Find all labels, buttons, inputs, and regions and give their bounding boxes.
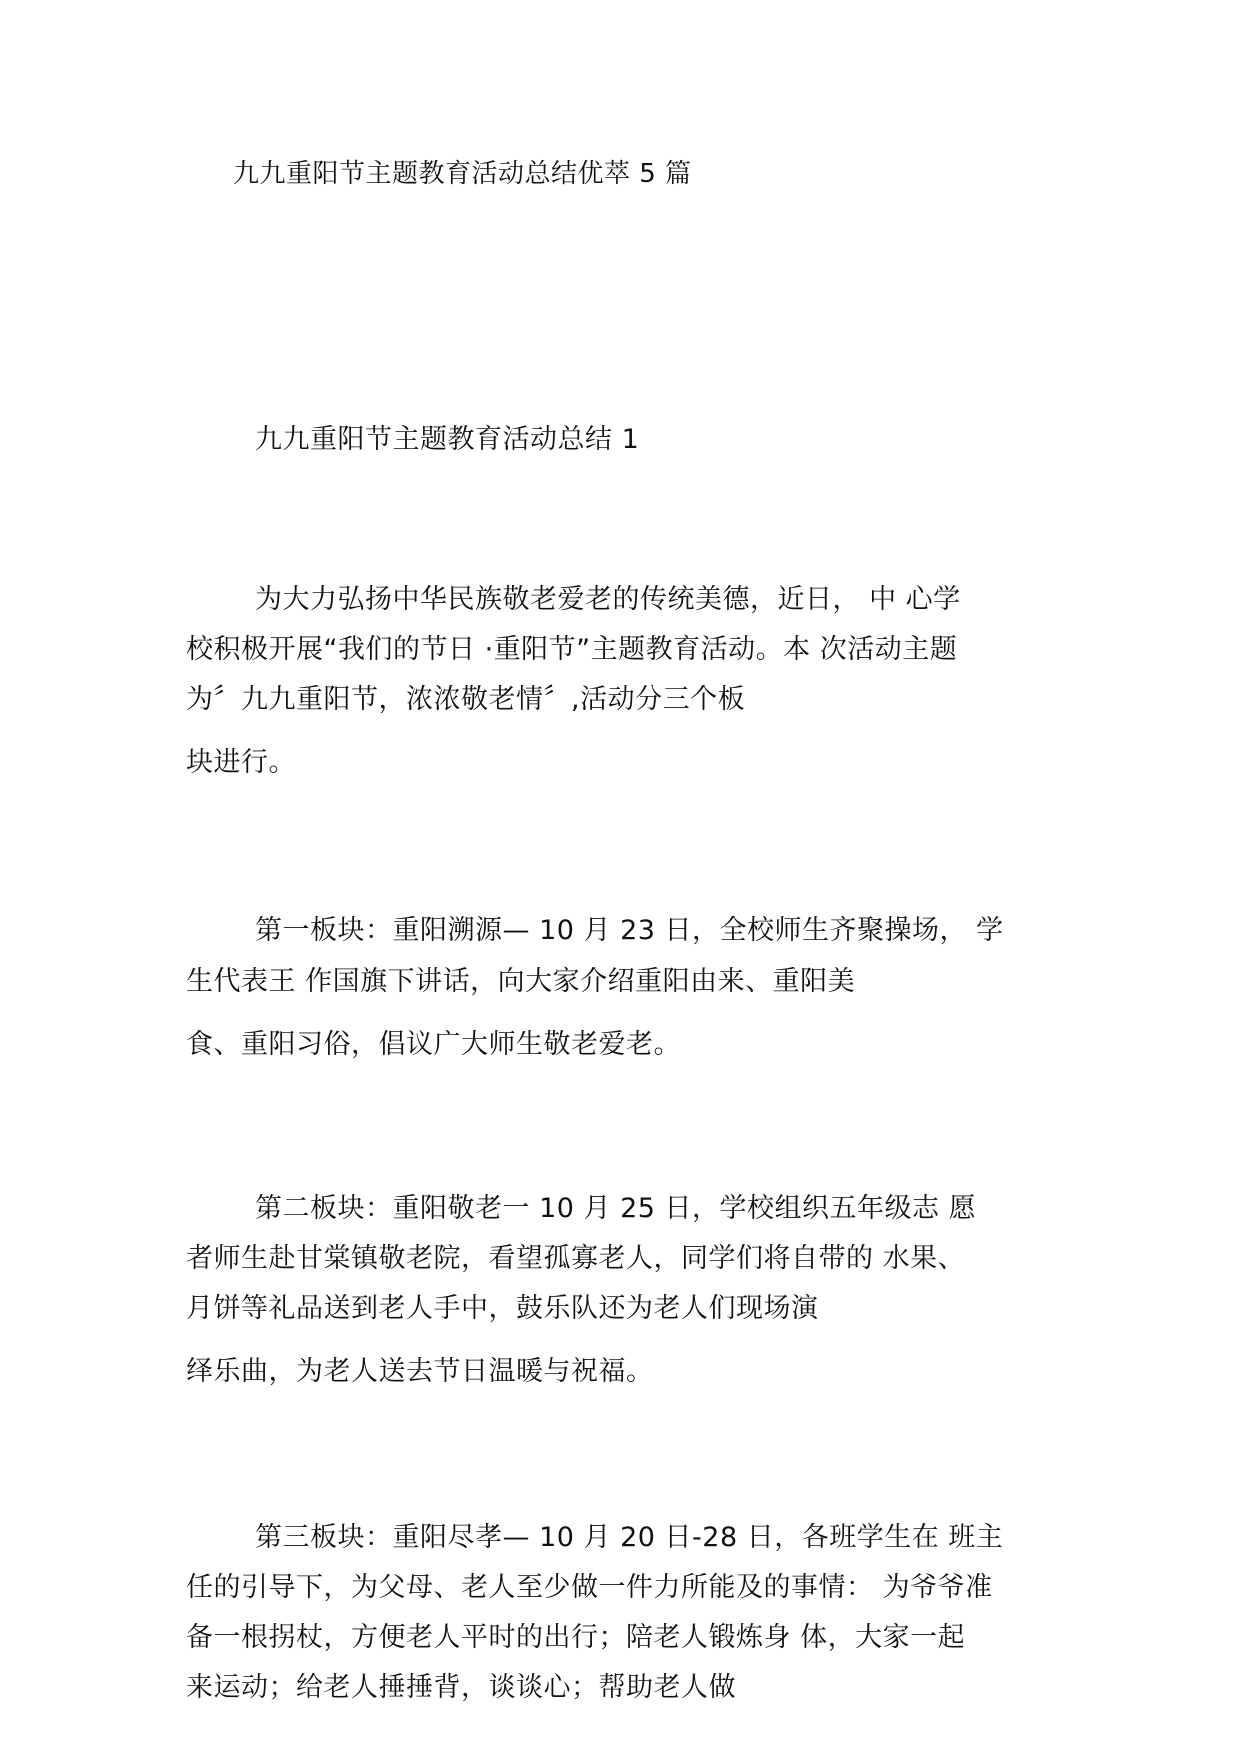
paragraph-line: 食、重阳习俗，倡议广大师生敬老爱老。 bbox=[186, 1029, 681, 1060]
paragraph-line: 第三板块：重阳尽孝— 10 月 20 日-28 日，各班学生在 班主 bbox=[255, 1522, 1004, 1553]
paragraph-line: 任的引导下，为父母、老人至少做一件力所能及的事情： 为爷爷准 bbox=[186, 1572, 993, 1603]
paragraph-line: 者师生赴甘棠镇敬老院，看望孤寡老人，同学们将自带的 水果、 bbox=[186, 1243, 966, 1274]
section-heading: 九九重阳节主题教育活动总结 1 bbox=[255, 424, 640, 455]
paragraph-line: 块进行。 bbox=[186, 747, 296, 778]
paragraph-line: 生代表王 作国旗下讲话，向大家介绍重阳由来、重阳美 bbox=[186, 966, 856, 997]
paragraph-line: 第一板块：重阳溯源— 10 月 23 日，全校师生齐聚操场， 学 bbox=[255, 915, 1004, 946]
paragraph-line: 来运动；给老人捶捶背，谈谈心；帮助老人做 bbox=[186, 1672, 736, 1703]
paragraph-line: 校积极开展“我们的节日 ·重阳节”主题教育活动。本 次活动主题 bbox=[186, 634, 958, 665]
paragraph-line: 第二板块：重阳敬老一 10 月 25 日，学校组织五年级志 愿 bbox=[255, 1193, 977, 1224]
paragraph-line: 绎乐曲，为老人送去节日温暖与祝福。 bbox=[186, 1356, 654, 1387]
paragraph-line: 为大力弘扬中华民族敬老爱老的传统美德，近日， 中 心学 bbox=[255, 584, 961, 615]
paragraph-line: 备一根拐杖，方便老人平时的出行；陪老人锻炼身 体，大家一起 bbox=[186, 1622, 966, 1653]
document-title: 九九重阳节主题教育活动总结优萃 5 篇 bbox=[233, 159, 692, 189]
paragraph-line: 为〞九九重阳节，浓浓敬老情〞,活动分三个板 bbox=[186, 684, 746, 715]
paragraph-line: 月饼等礼品送到老人手中，鼓乐队还为老人们现场演 bbox=[186, 1293, 819, 1324]
